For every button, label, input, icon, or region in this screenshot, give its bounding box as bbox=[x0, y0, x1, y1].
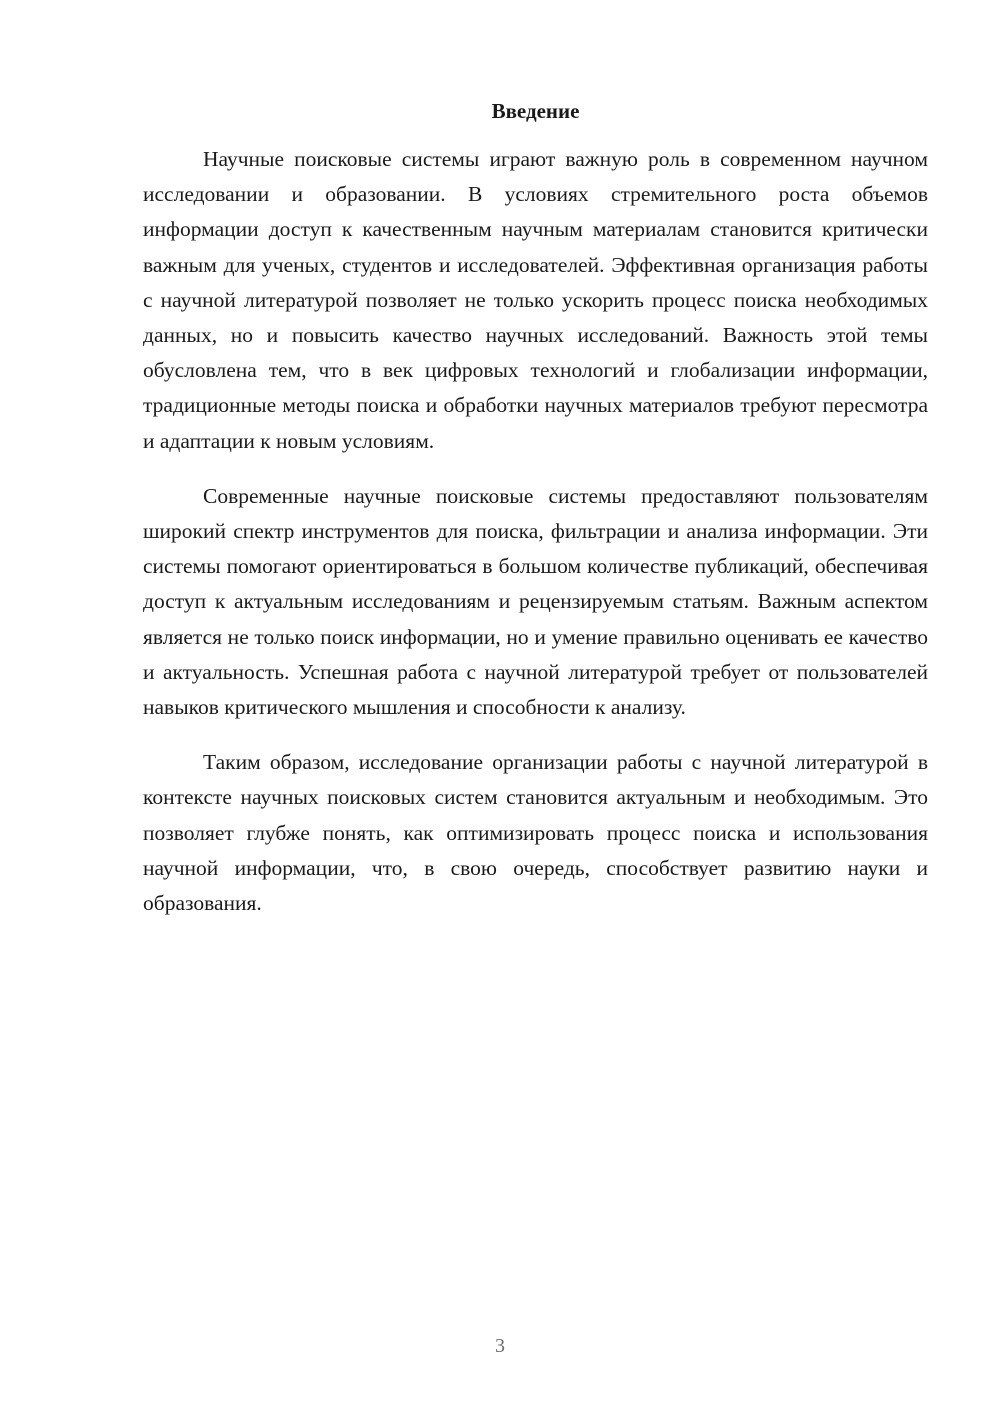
paragraph-3: Таким образом, исследование организации работы с научной литературой в контексте научных поисковых систем становится актуальным и необходимым. Это позволяет глубже понять, как оптимизировать процесс поиска и использования научной информации, что, в свою очередь, способствует развитию науки и образования. bbox=[143, 750, 928, 916]
page-number: 3 bbox=[495, 1335, 505, 1357]
paragraph-1: Научные поисковые системы играют важную роль в современном научном исследовании и образовании. В условиях стремительного роста объемов информации доступ к качественным научным материалам становится критически важным для ученых, студентов и исследователей. Эффективная организация работы с научной литературой позволяет не только ускорить процесс поиска необходимых данных, но и повысить качество научных исследований. Важность этой темы обусловлена тем, что в век цифровых технологий и глобализации информации, традиционные методы поиска и обработки научных материалов требуют пересмотра и адаптации к новым условиям. bbox=[143, 147, 928, 453]
body-text bbox=[143, 142, 928, 941]
section-title: Введение bbox=[491, 99, 580, 123]
paragraph-2: Современные научные поисковые системы предоставляют пользователям широкий спектр инструментов для поиска, фильтрации и анализа информации. Эти системы помогают ориентироваться в большом количестве публикаций, обеспечивая доступ к актуальным исследованиям и рецензируемым статьям. Важным аспектом является не только поиск информации, но и умение правильно оценивать ее качество и актуальность. Успешная работа с научной литературой требует от пользователей навыков критического мышления и способности к анализу. bbox=[143, 483, 928, 720]
